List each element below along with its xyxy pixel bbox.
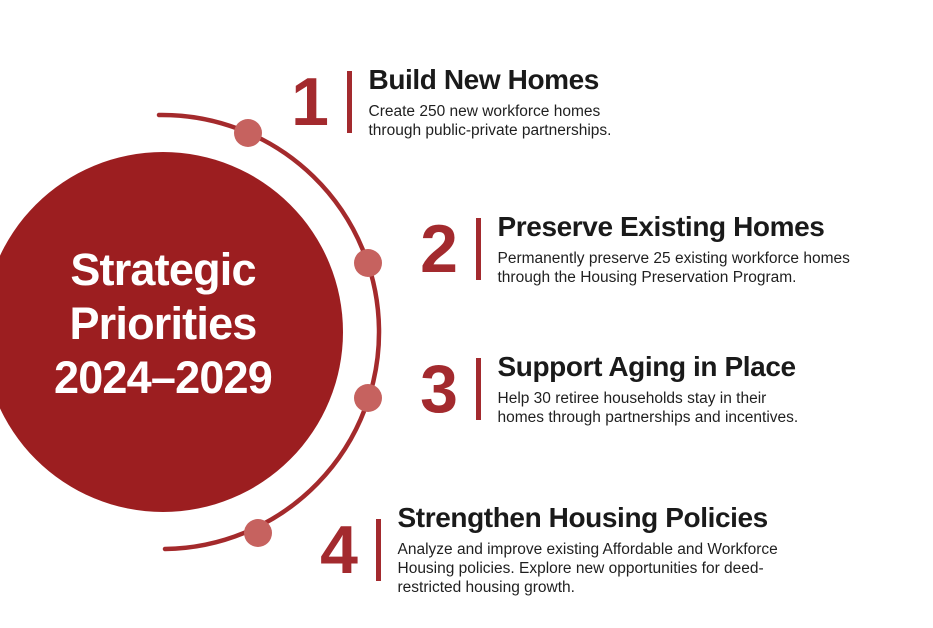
priority-item-1 [281,64,611,140]
divider-line-1 [347,71,352,133]
priority-number-2: 2 [420,211,458,287]
priority-desc-4-line-3: restricted housing growth. [397,579,575,596]
priority-content-2 [498,211,850,287]
divider-line-4 [376,519,381,581]
priority-content-1 [369,64,612,140]
priority-desc-2-line-1: Permanently preserve 25 existing workforce homes [497,250,850,267]
circle-title-line-1: Strategic [70,244,256,295]
priority-content-3 [498,351,799,427]
priority-desc-1-line-1: Create 250 new workforce homes [368,103,601,120]
priority-desc-4-line-2: Housing policies. Explore new opportunities for deed- [397,560,764,577]
priority-number-3: 3 [420,351,458,427]
arc-dot-1 [234,119,262,147]
priority-title-3: Support Aging in Place [497,351,796,382]
arc-dot-3 [354,384,382,412]
circle-title [0,243,348,405]
divider-line-3 [476,358,481,420]
priority-title-1: Build New Homes [368,64,599,95]
priority-content-4 [398,502,778,597]
priority-desc-1-line-2: through public-private partnerships. [368,122,612,139]
priority-title-2: Preserve Existing Homes [497,211,825,242]
priority-desc-2-line-2: through the Housing Preservation Program. [497,269,797,286]
priority-item-2 [410,211,850,287]
arc-dot-2 [354,249,382,277]
priority-number-1: 1 [291,64,329,140]
priority-desc-3-line-1: Help 30 retiree households stay in their [497,390,767,407]
priority-number-4: 4 [320,511,358,588]
priority-item-3 [410,351,798,427]
priority-title-4: Strengthen Housing Policies [397,502,768,533]
priority-item-4 [310,502,778,597]
priority-desc-3-line-2: homes through partnerships and incentives. [497,409,799,426]
circle-title-line-2: Priorities [69,298,257,349]
arc-dot-4 [244,519,272,547]
circle-title-line-3: 2024–2029 [53,352,273,403]
divider-line-2 [476,218,481,280]
priority-desc-4-line-1: Analyze and improve existing Affordable and Workforce [397,541,778,558]
